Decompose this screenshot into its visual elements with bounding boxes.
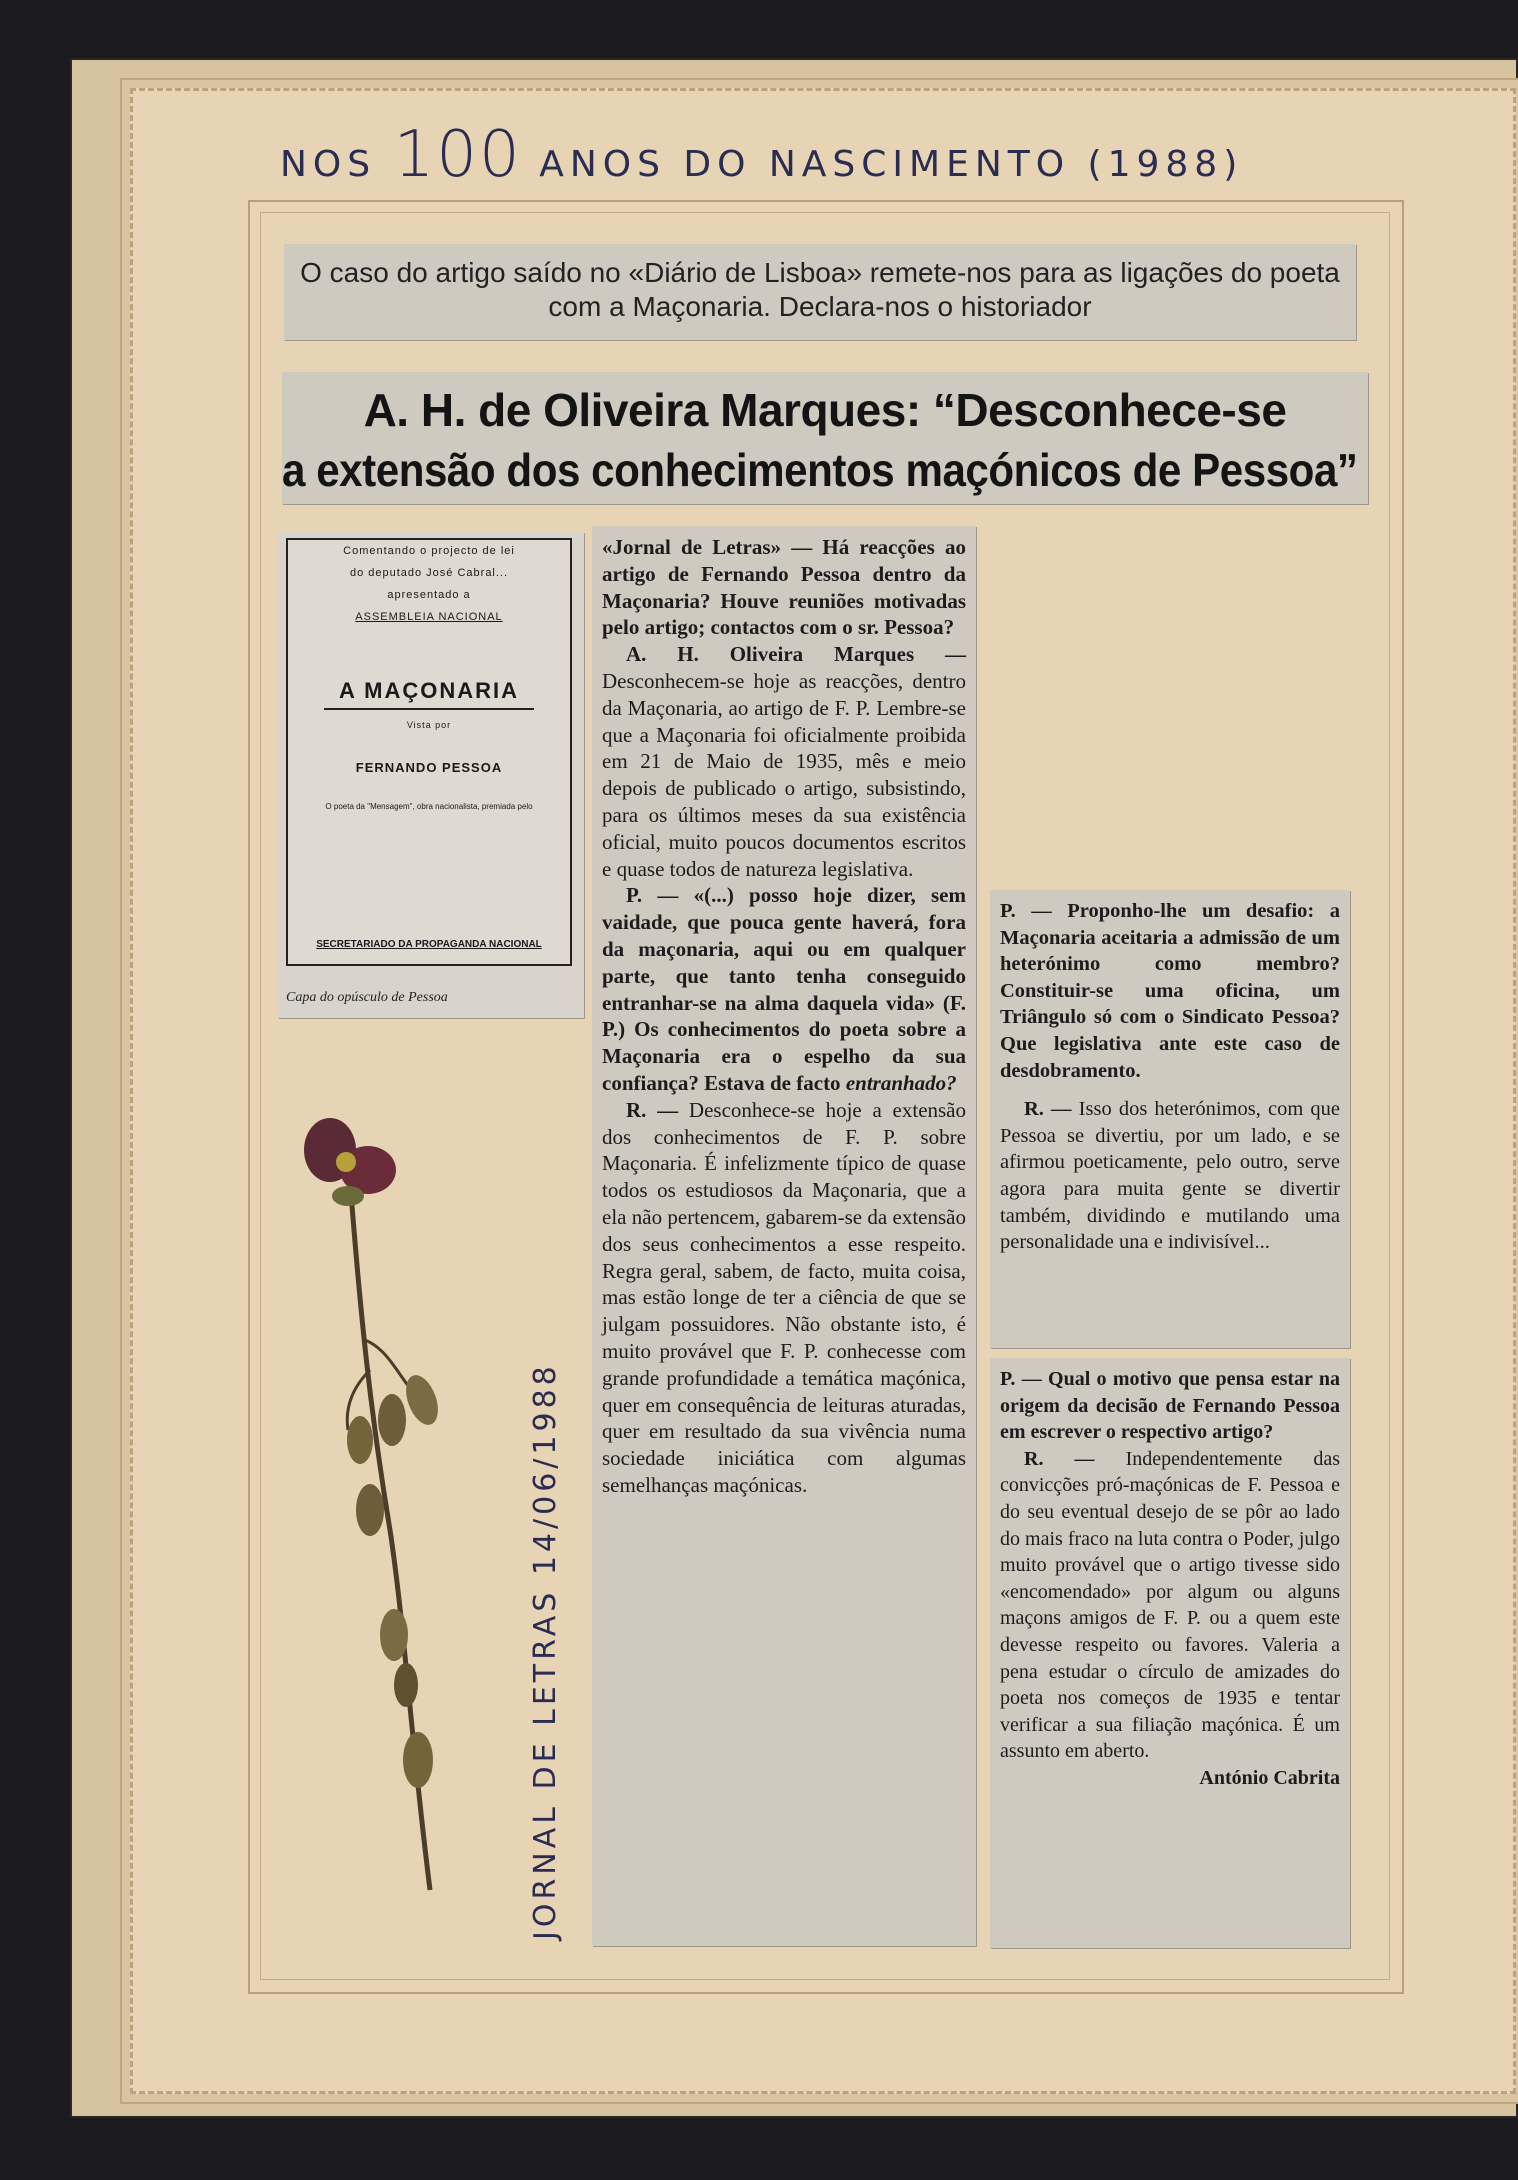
main-column-clipping (592, 526, 976, 1946)
question-4: P. — Qual o motivo que pensa estar na origem da decisão de Fernando Pessoa em escrever o respectivo artigo? (1000, 1368, 1340, 1444)
flower-center (336, 1152, 356, 1172)
seed-pod (378, 1394, 406, 1446)
seed-pod (403, 1732, 433, 1788)
answer-2: Desconhece-se hoje a extensão dos conhecimentos de F. P. sobre Maçonaria. É infelizmente típico de quase todos os estudiosos da Maçonaria, que a ela não pertencem, gabarem-se da extensão dos seus conhecimentos a esse respeito. Regra geral, sabem, de facto, muita coisa, mas estão longe de ter a ciência de que se julgam possuidores. Não obstante isto, é muito provável que F. P. conhecesse com grande profundidade a temática maçónica, quer em consequência de leituras aturadas, quer em resultado da sua vivência numa sociedade iniciática com algumas semelhanças maçónicas. (602, 1097, 967, 1497)
headline-line-1: A. H. de Oliveira Marques: “Desconhece-se (363, 384, 1287, 436)
cover-secretariado: SECRETARIADO DA PROPAGANDA NACIONAL (316, 939, 542, 950)
lead-clipping (284, 244, 1356, 340)
seed-pod (400, 1371, 444, 1429)
cover-vista: Vista por (406, 720, 452, 730)
headline-clipping (282, 372, 1368, 504)
cover-line-1: Comentando o projecto de lei (343, 545, 515, 557)
headline-line-2: a extensão dos conhecimentos maçónicos de Pessoa” (282, 444, 1358, 496)
handwritten-date-note: JORNAL DE LETRAS 14/06/1988 (528, 1362, 563, 1940)
question-2-italic: entranhado? (845, 1070, 957, 1095)
cover-line-2: do deputado José Cabral... (349, 567, 509, 579)
right-column-2-clipping (990, 1358, 1350, 1948)
cover-author: FERNANDO PESSOA (355, 760, 503, 775)
cover-rule (324, 708, 534, 710)
seed-pod (380, 1609, 408, 1661)
cover-clipping (278, 532, 584, 1018)
signature: António Cabrita (1199, 1766, 1340, 1789)
cover-line-3: apresentado a (387, 589, 471, 601)
answer-4-lead: R. — (1024, 1447, 1095, 1470)
answer-4: Independentemente das convicções pró-maçónicas de F. Pessoa e do seu eventual desejo de se pôr ao lado do mais fraco na luta contra o Poder, julgo muito provável que o artigo tivesse sido «encomendado» por algum ou alguns maçons amigos de F. P. ou a quem este devesse respeito ou favores. Valeria a pena estudar o círculo de amizades do poeta nos começos de 1935 e tentar verificar a sua filiação maçónica. É um assunto em aberto. (1000, 1447, 1340, 1763)
answer-1-lead: A. H. Oliveira Marques — (626, 642, 966, 667)
seed-pod (347, 1416, 373, 1464)
seed-pod (394, 1663, 418, 1707)
answer-2-lead: R. — (626, 1097, 679, 1122)
cover-line-4: ASSEMBLEIA NACIONAL (355, 611, 503, 623)
pressed-flower-image (290, 1110, 490, 1920)
cover-title: A MAÇONARIA (338, 678, 520, 703)
seed-pod (356, 1484, 384, 1536)
handwritten-title: NOS 100 ANOS DO NASCIMENTO (1988) (280, 118, 1244, 192)
answer-3-lead: R. — (1024, 1098, 1072, 1121)
lead-text: O caso do artigo saído no «Diário de Lisboa» remete-nos para as ligações do poeta com a Maçonaria. Declara-nos o historiador (300, 257, 1340, 322)
right-column-1-clipping (990, 890, 1350, 1348)
cover-caption: Capa do opúsculo de Pessoa (286, 990, 448, 1005)
booklet-cover (286, 538, 572, 966)
answer-1: Desconhecem-se hoje as reacções, dentro da Maçonaria, ao artigo de F. P. Lembre-se que a Maçonaria foi oficialmente proibida em 21 de Maio de 1935, mês e meio depois de publicado o artigo, subsistindo, para os últimos meses da sua existência oficial, muito poucos documentos escritos e quase todos de natureza legislativa. (602, 668, 966, 881)
answer-3: Isso dos heterónimos, com que Pessoa se divertiu, por um lado, e se afirmou poeticamente, pelo outro, serve agora para muita gente se divertir também, dividindo e mutilando uma personalidade una e indivisível... (1000, 1098, 1340, 1254)
question-2: P. — «(...) posso hoje dizer, sem vaidade, que pouca gente haverá, fora da maçonaria, aqui ou em qualquer parte, que tanto tenha conseguido entranhar-se na alma daquela vida» (F. P.) Os conhecimentos do poeta sobre a Maçonaria era o espelho da sua confiança? Estava de facto (602, 883, 966, 1095)
question-1: «Jornal de Letras» — Há reacções ao artigo de Fernando Pessoa dentro da Maçonaria? Houve reuniões motivadas pelo artigo; contactos com o sr. Pessoa? (602, 535, 966, 640)
flower-sepal (332, 1186, 364, 1206)
question-3: P. — Proponho-lhe um desafio: a Maçonaria aceitaria a admissão de um heterónimo como membro? Constituir-se uma oficina, um Triângulo só com o Sindicato Pessoa? Que legislativa ante este caso de desdobramento. (1000, 900, 1340, 1082)
cover-note: O poeta da "Mensagem", obra nacionalista, premiada pelo (325, 802, 533, 811)
